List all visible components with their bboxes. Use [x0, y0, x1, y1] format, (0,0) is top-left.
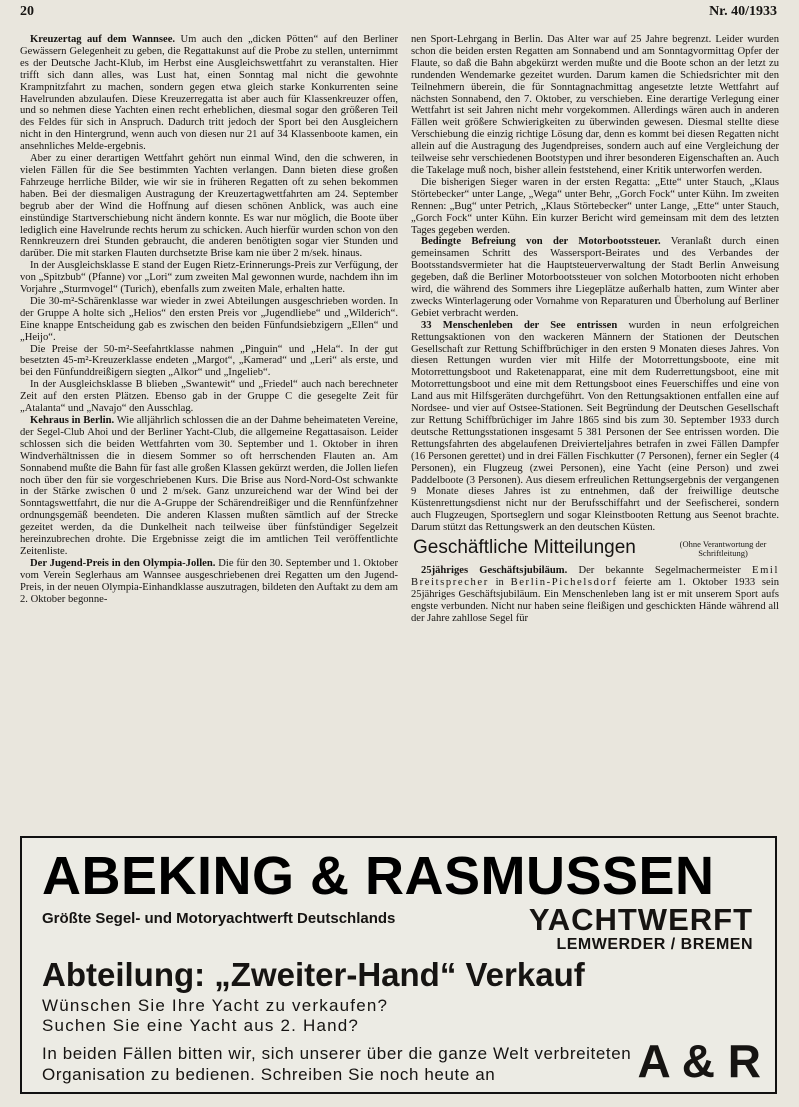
section-header [411, 537, 779, 562]
section-title: Geschäftliche Mitteilungen [413, 537, 636, 559]
place-name: Berlin-Pichelsdorf [510, 576, 618, 588]
article-title: 25jähriges Geschäftsjubiläum. [421, 565, 568, 577]
ad-question-buy: Suchen Sie eine Yacht aus 2. Hand? [42, 1016, 360, 1035]
article-text: Um auch den „dicken Pötten“ auf den Berliner Gewässern Gelegenheit zu geben, die Regattakunst auf die Probe zu stellen, unternimmt es der Deutsche Jacht-Klub, im Herbst eine Ausgleichswettfahrt zu veranstalten. Hier trifft sich dann alles, was Lust hat, einen Sonntag mal nicht die gewohnte Krampnitzfahrt zu machen, sondern gegen etwa gleich starke Konkurrenten seine Havelrunden abzulaufen. Diese Kreuzerregatta ist aber auch für Klassenkreuzer offen, und so nehmen diese Yachten einen recht erheblichen, diesmal sogar den größeren Teil des Feldes für sich in Anspruch. Dadurch tritt jedoch der Sport bei den Ausgleichern nicht in den Hintergrund, wenn auch von diesen nur 21 auf 34 Klassenboote kamen, ein ansehnliches Melde-ergebnis. [20, 34, 398, 153]
article-title: Bedingte Befreiung von der Motorbootssteuer. [421, 236, 661, 248]
article-title: Kreuzertag auf dem Wannsee. [30, 34, 176, 45]
advertisement-abeking-rasmussen [20, 836, 777, 1094]
article-jubilaeum [411, 565, 779, 625]
paragraph: Die Preise der 50-m²-Seefahrtklasse nahmen „Pinguin“ und „Hela“. In der gut besetzten 45-m²-Kreuzerklasse endeten „Margot“, „Kamerad“ und „Leri“ als erste, und bei den Fünfunddreißigern siegten „Alkor“ und „Ingelieb“. [20, 343, 398, 379]
ad-tagline: Größte Segel- und Motoryachtwerft Deutschlands [42, 910, 396, 927]
paragraph: nen Sport-Lehrgang in Berlin. Das Alter war auf 25 Jahre begrenzt. Leider wurden schon die beiden ersten Regatten am Sonnabend und am Sonntagvormittag Opfer der Flaute, so daß die Bahn abgekürzt werden mußte und die Boote schon an der letzt zu rundenden Wendemarke gezeitet wurden. Darum kamen die Schiedsrichter mit den Teilnehmern überein, die für Sonntagnachmittag angesetzte letzte Wettfahrt auf nächsten Sonnabend, den 7. Oktober, zu verschieben. Eine derartige Verlegung einer Wettfahrt ist seit Jahren nicht mehr vorgekommen. Allerdings wären auch in anderen Fällen weit größere Schwierigkeiten zu überwinden gewesen. Diesmal stellte diese Verschiebung die einzig richtige Lösung dar, denn es kommt bei diesen Regatten nicht allein auf die Austragung des Jugendpreises, sondern auch auf eine Vergleichung der teilweise sehr verschiedenen Bootstypen und ihrer besonderen Eigenschaften an. Auch die Takelage muß noch, bisher allein feststehend, einer Kritik unterworfen werden. [411, 34, 779, 176]
paragraph: Aber zu einer derartigen Wettfahrt gehört nun einmal Wind, den die schweren, in vielen Fällen für die See bestimmten Yachten verlangen. Dann bieten diese großen Fahrzeuge herrliche Bilder, wie wir sie in früheren Regatten oft zu sehen bekommen haben. Bei der diesmaligen Austragung der Kreuzertagwettfahrten am 24. September begrub aber der Wind die Hoffnung auf diesen schönen Anblick, was auch eine einstündige Startverschiebung nicht ändern konnte. Es war nur möglich, die Boote über lediglich eine Havelrunde rechts herum zu schicken. Auch hierfür wurden schon von den Rennkreuzern drei Stunden gebraucht, die anderen benötigten sogar vier Stunden und darüber. Die mit starken Flauten durchsetzte Brise kam nie über 2 m/sek. hinaus. [20, 153, 398, 260]
article-text: Die für den 30. September und 1. Oktober vom Verein Seglerhaus am Wannsee ausgeschriebenen drei Regatten um den Jugend-Preis, in der neuen Olympia-Einhandklasse auszutragen, bildeten den Auftakt zu dem am 2. Oktober begonne- [20, 557, 398, 605]
article-kehraus [20, 415, 398, 558]
article-jugend-preis [20, 558, 398, 606]
article-text: Wie alljährlich schlossen die an der Dahme beheimateten Vereine, der Segel-Club Ahoi und der Berliner Yacht-Club, die allgemeine Regattasaison. Leider schlossen sich die beiden Wettfahrten vom 30. September und 1. Oktober in ihren Windverhältnissen die in diesem Sommer so oft herrschenden Flauten an. Am Sonnabend mußte die Bahn für fast alle großen Klassen gekürzt werden, die Jollen liefen noch über den für sie vorgeschriebenen Kurs. Die Brise aus Nord-Nord-Ost schwankte in der Stärke zwischen 0 und 2 m/sek. Ganz unzureichend war der Wind bei der Sonntagswettfahrt, die nur die A-Gruppe der Schärendreißiger und die Rennfünfzehner ordnungsgemäß beendeten. Die anderen Klassen mußten sämtlich auf der Strecke gezeitet werden, da die Dunkelheit nach teilweise über fünfstündiger Segelzeit hereinzubrechen drohte. Die Ergebnisse zeigt die im amtlichen Teil veröffentlichte Zeitenliste. [20, 415, 398, 557]
paragraph: In der Ausgleichsklasse B blieben „Swantewit“ und „Friedel“ auch nach berechneter Zeit auf den ersten Plätzen. Ebenso gab in der Gruppe C die gesegelte Zeit für „Atalanta“ und „Navajo“ den Ausschlag. [20, 379, 398, 415]
article-rettung [411, 320, 779, 534]
article-motorbootssteuer [411, 236, 779, 319]
ad-department: Abteilung: „Zweiter-Hand“ Verkauf [42, 956, 585, 993]
page-header [20, 4, 777, 22]
ad-body-text: In beiden Fällen bitten wir, sich unserer über die ganze Welt verbreiteten Organisation zu bedienen. Schreiben Sie noch heute an [42, 1044, 632, 1084]
left-column [20, 34, 398, 834]
article-title: 33 Menschenleben der See entrissen [421, 319, 618, 331]
article-title: Der Jugend-Preis in den Olympia-Jollen. [30, 557, 216, 569]
article-text: Der bekannte Segelmachermeister [567, 565, 753, 577]
paragraph: Die bisherigen Sieger waren in der ersten Regatta: „Ette“ unter Stauch, „Klaus Störtebecker“ unter Lange, „Wega“ unter Behr, „Gorch Fock“ unter Kühn. Im zweiten Rennen: „Bug“ unter Petrich, „Klaus Störtebecker“ unter Lange, „Ette“ unter Stauch, „Gorch Fock“ unter Kühn. Ein kurzer Bericht wird gemeinsam mit dem des letzten Tages gegeben werden. [411, 176, 779, 236]
article-text: Veranlaßt durch einen gemeinsamen Schritt des Wassersport-Beirates und des Verbandes der Bootsstandsvermieter hat die Hauptsteuerverwaltung der Stadt Berlin Anweisung gegeben, daß die Berliner Motorbootssteuer von solchen Motorbooten nicht erhoben wird, die während des Sommers ihre Liegeplätze außerhalb hatten, zum Winter aber zwecks Winterlagerung oder Vornahme von Reparaturen und Überholung auf Berliner Gebiet verbracht werden. [411, 236, 779, 319]
ad-company-name: ABEKING & RASMUSSEN [42, 846, 715, 906]
person-name: Emil Breitsprecher [411, 565, 779, 588]
issue-number: Nr. 40/1933 [709, 4, 777, 19]
article-text: feierte am 1. Oktober 1933 sein 25jähriges Geschäftsjubiläum. Ein Menschenleben lang ist er mit unserem Sport aufs engste verbunden. Nicht nur haben seine fleißigen und geschickten Hände während all der Jahre zahllose Segel für [411, 576, 779, 624]
paragraph: In der Ausgleichsklasse E stand der Eugen Rietz-Erinnerungs-Preis zur Verfügung, der von „Spitzbub“ (Pfanne) vor „Lori“ zum zweiten Mal gewonnen wurde, nachdem ihn im Vorjahre „Sturmvogel“ (Turich), ebenfalls zum zweiten Male, erhalten hatte. [20, 260, 398, 296]
ad-location: LEMWERDER / BREMEN [556, 936, 753, 953]
section-note: (Ohne Verantwortung der Schriftleitung) [679, 539, 767, 559]
ad-logo: A & R [637, 1035, 761, 1087]
article-kreuzertag [20, 34, 398, 153]
article-text: wurden in neun erfolgreichen Rettungsaktionen von den wackeren Männern der Stationen der Deutschen Gesellschaft zur Rettung Schiffbrüchiger in den ersten 9 Monaten dieses Jahres. Von diesen Rettungen wurden vier mit Hilfe der Motorrettungsboote, eine mit Motorrettungsboot und Raketenapparat, eine mit dem Ruderrettungsboot, eine mit Motorrettungsboot und eine mit dem Rettungsboot eines Feuerschiffes und eine von Land aus mit Hilfsgeräten durchgeführt. Von den Rettungsaktionen entfallen eine auf Nordsee- und vier auf Ostsee-Stationen. Seit Begründung der Deutschen Gesellschaft zur Rettung Schiffbrüchiger im Jahre 1865 sind bis zum 30. September 1933 durch deutsche Rettungsstationen insgesamt 5 381 Personen der See entrissen worden. Die Rettungsfahrten des abgelaufenen Dreivierteljahres betrafen in zwei Fällen Dampfer (16 Personen gerettet) und in drei Fällen Fischkutter (7 Personen), ferner ein Segler (4 Personen), ein Flugzeug (zwei Personen), eine Yacht (eine Person) und zwei Paddelboote (3 Personen). Aus diesem erfreulichen Rettungsergebnis der vergangenen 9 Monate dieses Jahres ist zu entnehmen, daß der freiwillige deutsche Küstenrettungsdienst nicht nur der Berufsschiffahrt und der Seefischerei, sondern auch Flugzeugen, Sportseglern und sogar Kleinstbooten Rettung aus Seenot brachte. Darum stützt das Rettungswerk an den deutschen Küsten. [411, 319, 779, 534]
right-column [411, 34, 779, 834]
article-title: Kehraus in Berlin. [30, 415, 115, 426]
article-text: in [488, 576, 511, 588]
paragraph: Die 30-m²-Schärenklasse war wieder in zwei Abteilungen ausgeschrieben worden. In der Gruppe A holte sich „Helios“ den ersten Preis vor „Jugendliebe“ und „Wilderich“. Eine knappe Entscheidung gab es zwischen den beiden Fünfundsiebzigern „Ellen“ und „Heijo“. [20, 295, 398, 343]
page-number: 20 [20, 4, 34, 19]
ad-yard-label: YACHTWERFT [528, 902, 753, 937]
ad-question-sell: Wünschen Sie Ihre Yacht zu verkaufen? [42, 996, 389, 1015]
